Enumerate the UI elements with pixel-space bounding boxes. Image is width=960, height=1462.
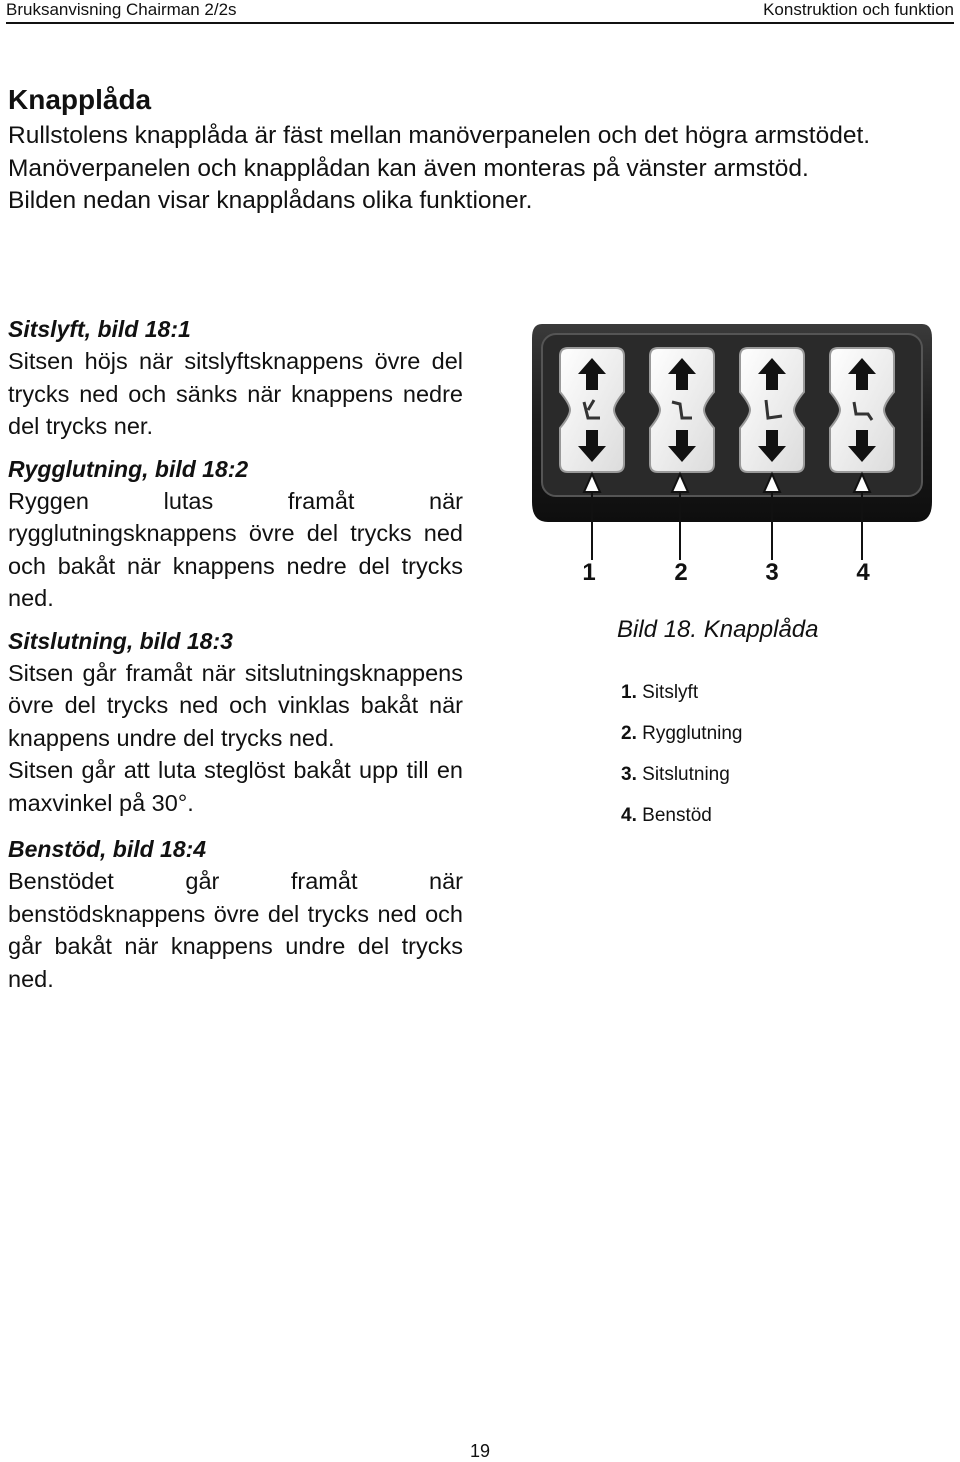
button-seat-lift — [560, 348, 624, 472]
intro-line: Manöverpanelen och knapplådan kan även monteras på vänster armstöd. — [8, 154, 809, 182]
legend-number: 2. — [621, 723, 637, 744]
heading-seat-lift: Sitslyft, bild 18:1 — [8, 316, 191, 342]
chapter-title: Konstruktion och funktion — [763, 0, 954, 19]
legend-label: Benstöd — [642, 805, 712, 826]
button-leg-rest — [830, 348, 894, 472]
figure-legend — [621, 672, 742, 836]
header-divider — [6, 22, 954, 24]
intro-paragraph — [8, 120, 948, 218]
section-title: Knapplåda — [8, 84, 152, 115]
button-box-illustration — [528, 316, 936, 576]
page-number: 19 — [469, 1441, 491, 1461]
intro-line: Bilden nedan visar knapplådans olika funktioner. — [8, 187, 533, 214]
legend-number: 3. — [621, 764, 637, 785]
heading-leg-rest: Benstöd, bild 18:4 — [8, 836, 207, 862]
figure-caption: Bild 18. Knapplåda — [617, 616, 819, 643]
heading-seat-tilt: Sitslutning, bild 18:3 — [8, 627, 233, 654]
text-back-tilt: Ryggen lutas framåt när rygglutningsknappens övre del trycks ned och bakåt när knappens nedre del trycks ned. — [8, 487, 463, 611]
legend-item — [621, 672, 742, 713]
button-seat-tilt — [740, 348, 804, 472]
legend-item — [621, 754, 742, 795]
legend-label: Sitslyft — [642, 682, 699, 703]
text-seat-lift: Sitsen höjs när sitslyftsknappens övre del trycks ned och sänks när knappens nedre del trycks ner. — [8, 348, 463, 439]
text-leg-rest: Benstödet går framåt när benstödsknappens övre del trycks ned och går bakåt när knappens undre del trycks ned. — [8, 868, 463, 992]
legend-number: 4. — [621, 805, 637, 826]
button-number: 4 — [856, 559, 870, 586]
button-number: 3 — [765, 559, 779, 586]
button-back-tilt — [650, 348, 714, 472]
button-numbers — [560, 558, 900, 588]
intro-line: Rullstolens knapplåda är fäst mellan manöverpanelen och det högra armstödet. — [8, 122, 871, 149]
legend-item — [621, 795, 742, 836]
legend-label: Rygglutning — [642, 723, 743, 744]
text-seat-tilt: Sitsen går framåt när sitslutningsknappens övre del trycks ned och vinklas bakåt när knappens undre del trycks ned. — [8, 659, 463, 751]
text-seat-tilt-max: Sitsen går att luta steglöst bakåt upp till en maxvinkel på 30°. — [8, 757, 463, 816]
legend-item — [621, 713, 742, 754]
heading-back-tilt: Rygglutning, bild 18:2 — [8, 455, 249, 482]
function-descriptions — [8, 313, 463, 995]
document-title: Bruksanvisning Chairman 2/2s — [6, 0, 237, 19]
legend-label: Sitslutning — [642, 764, 730, 785]
button-number: 1 — [582, 559, 596, 586]
button-number: 2 — [674, 559, 688, 586]
legend-number: 1. — [621, 682, 637, 703]
